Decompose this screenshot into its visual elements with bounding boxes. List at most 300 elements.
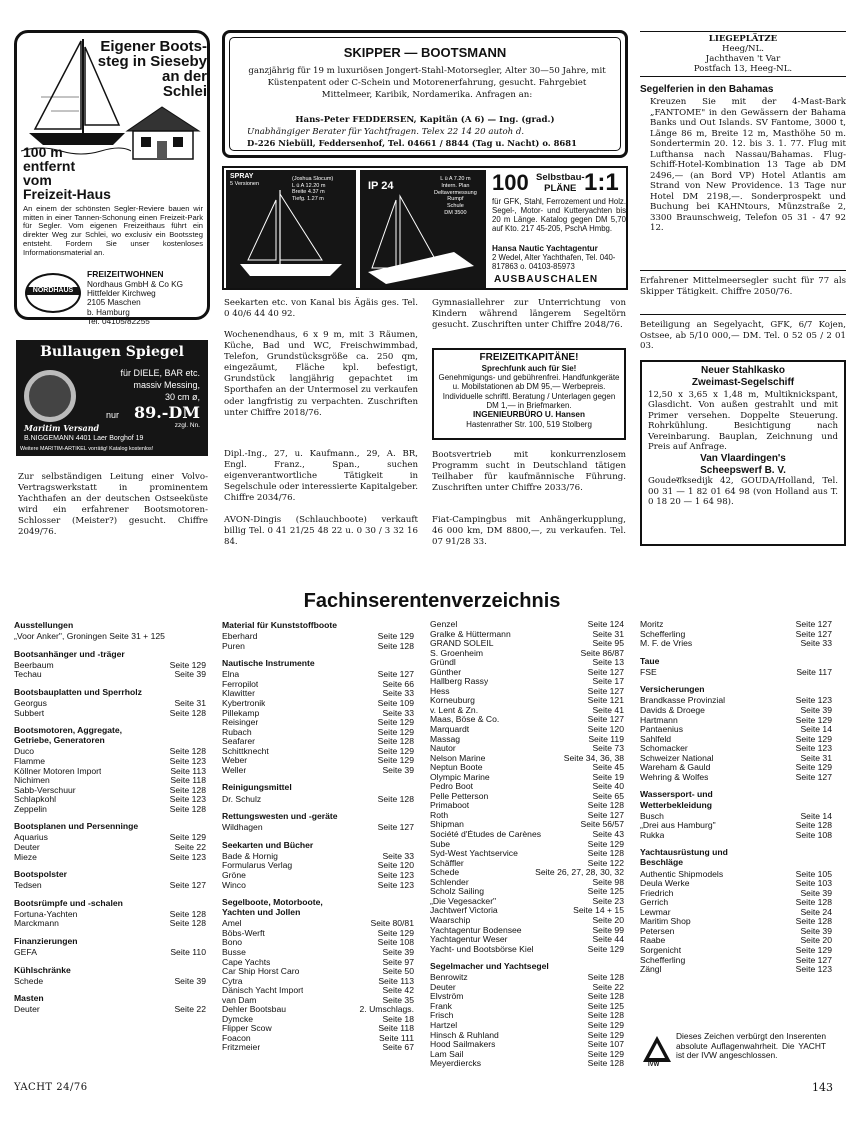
directory-entry-page: Seite 113 bbox=[378, 975, 414, 986]
directory-col-1 bbox=[14, 620, 206, 1015]
directory-entry-name: Deuter bbox=[14, 1005, 40, 1015]
directory-entry-page: Seite 128 bbox=[169, 803, 206, 814]
directory-entry-name: Formularus Verlag bbox=[222, 861, 293, 871]
ad-bootssteg bbox=[14, 30, 210, 326]
directory-entry-page: Seite 20 bbox=[800, 935, 832, 946]
directory-entry-name: Zeppelin bbox=[14, 804, 47, 814]
directory-entry bbox=[14, 805, 206, 815]
directory-entry-page: Seite 129 bbox=[795, 944, 832, 955]
directory-entry-name: Sahlfeld bbox=[640, 734, 672, 744]
directory-entry-page: Seite 128 bbox=[377, 793, 414, 804]
directory-entry-name: Davids & Droege bbox=[640, 706, 705, 716]
directory-entry-name: Cytra bbox=[222, 976, 243, 986]
directory-entry-name: Friedrich bbox=[640, 888, 674, 898]
directory-entry-name: Sorgenicht bbox=[640, 945, 682, 955]
directory-entry-page: Seite 35 bbox=[382, 994, 414, 1005]
directory-entry-page: Seite 45 bbox=[592, 762, 624, 773]
directory-entry-name: Marckmann bbox=[14, 919, 59, 929]
directory-entry-name: Wildhagen bbox=[222, 823, 263, 833]
directory-col-3 bbox=[430, 620, 624, 1069]
directory-entry-page: Seite 129 bbox=[377, 755, 414, 766]
directory-entry-page: Seite 128 bbox=[587, 991, 624, 1002]
ad-stahlkasko bbox=[640, 360, 846, 546]
plans-big-number: 100 bbox=[492, 170, 529, 195]
directory-entry-name: Cape Yachts bbox=[222, 957, 271, 967]
directory-entry-page: Seite 129 bbox=[795, 733, 832, 744]
directory-entry-name: Hood Sailmakers bbox=[430, 1040, 496, 1050]
directory-entry bbox=[14, 881, 206, 891]
directory-entry-name: Gralke & Hüttermann bbox=[430, 629, 511, 639]
directory-entry-page: Seite 50 bbox=[382, 966, 414, 977]
bullaugen-price-pre: nur bbox=[106, 410, 120, 420]
directory-entry-name: Winco bbox=[222, 880, 246, 890]
directory-entry-page: Seite 123 bbox=[795, 964, 832, 975]
skipper-sub: Unabhängiger Berater für Yachtfragen. Telex 22 14 20 autoh d. bbox=[247, 127, 525, 137]
skipper-title: SKIPPER — BOOTSMANN bbox=[343, 45, 507, 60]
directory-entry-name: Klawitter bbox=[222, 689, 255, 699]
directory-entry-name: Hallberg Rassy bbox=[430, 677, 489, 687]
directory-entry-name: Sabb-Verschuur bbox=[14, 785, 76, 795]
directory-entry-name: Brandkasse Provinzial bbox=[640, 696, 726, 706]
directory-entry-page: Seite 103 bbox=[795, 878, 832, 889]
directory-entry-name: Dymcke bbox=[222, 1014, 254, 1024]
bullaugen-title: Bullaugen Spiegel bbox=[40, 344, 184, 360]
directory-entry-name: Marquardt bbox=[430, 725, 470, 735]
directory-entry-name: Seafarer bbox=[222, 737, 255, 747]
directory-entry-page: Seite 129 bbox=[587, 1048, 624, 1059]
directory-entry-name: Schweizer National bbox=[640, 753, 714, 763]
directory-category-heading: Reinigungsmittel bbox=[222, 782, 292, 793]
directory-entry-name: Schefferling bbox=[640, 629, 686, 639]
directory-entry-name: Wehring & Wolfes bbox=[640, 772, 709, 782]
directory-entry-page: 2. Umschlags. bbox=[359, 1004, 414, 1015]
directory-entry-name: Roth bbox=[430, 810, 449, 820]
directory-entry-page: Seite 99 bbox=[592, 924, 624, 935]
directory-entry-name: „Drei aus Hamburg" bbox=[640, 821, 716, 831]
directory-entry-name: Rubach bbox=[222, 727, 252, 737]
ad-liegeplaetze bbox=[640, 31, 846, 77]
directory-entry-name: Gröne bbox=[222, 871, 246, 880]
bahamas-body: Kreuzen Sie mit der 4-Mast-Bark „FANTOME" in den Gewässern der Bahama Banks und Out Islands. SV Fantome, 3000 t, Länge 86 m, Breite 12 m, Masthöhe 50 m. Sondertermin 20. 12. bis 3. 1. 77. Flug mit Lufthansa nach Nassau/Bahamas. Flug-Schiff-Hotel-Kombination 13 Tage ab DM 2496,— (an Bord VP) Hotel Atlantis am Strand von New Providence. 13 Tage nur Hotel DM 2198,—. Sonderprospekt und Buchung bei KAHNtours, Münzstraße 2, 3300 Braunschweig, Telefon 05 31 - 47 92 12. bbox=[650, 97, 846, 233]
directory-entry-page: Seite 107 bbox=[587, 1039, 624, 1050]
directory-entry-page: Seite 31 bbox=[174, 698, 206, 709]
directory-entry-name: Weber bbox=[222, 756, 248, 766]
directory-entry-page: Seite 129 bbox=[795, 714, 832, 725]
directory-entry-page: Seite 22 bbox=[592, 981, 624, 992]
directory-entry-page: Seite 113 bbox=[170, 765, 206, 776]
directory-entry-page: Seite 33 bbox=[382, 688, 414, 699]
directory-entry-name: Elvström bbox=[430, 992, 464, 1002]
directory-entry-name: Schlender bbox=[430, 877, 469, 887]
directory-category-heading: Rettungswesten und -geräte bbox=[222, 811, 338, 822]
bullaugen-line3: 30 cm ø, bbox=[164, 392, 200, 402]
directory-entry-page: Seite 128 bbox=[795, 820, 832, 831]
directory-entry bbox=[640, 668, 832, 678]
directory-entry bbox=[14, 977, 206, 987]
directory-entry-page: Seite 18 bbox=[382, 1013, 414, 1024]
directory-entry-name: Nichimen bbox=[14, 776, 50, 786]
directory-entry-name: GEFA bbox=[14, 948, 37, 958]
directory-entry-page: Seite 128 bbox=[795, 897, 832, 908]
directory-entry-name: Böbs-Werft bbox=[222, 928, 265, 938]
directory-entry-page: Seite 22 bbox=[174, 841, 206, 852]
directory-entry-page: Seite 40 bbox=[592, 781, 624, 792]
bahamas-title: Segelferien in den Bahamas bbox=[640, 84, 774, 95]
ad-mittelmeer: Erfahrener Mittelmeersegler sucht für 77 als Skipper Tätigkeit. Chiffre 2050/76. bbox=[640, 276, 846, 297]
directory-category-heading: Bootsanhänger und -träger bbox=[14, 648, 125, 659]
plans-ratio: 1:1 bbox=[584, 169, 619, 196]
directory-entry bbox=[430, 1059, 624, 1069]
directory-entry-page: Seite 128 bbox=[795, 916, 832, 927]
directory-entry-page: Seite 127 bbox=[377, 822, 414, 833]
spray-versions: 5 Versionen bbox=[230, 181, 260, 187]
directory-entry-page: Seite 128 bbox=[169, 918, 206, 929]
bullaugen-address: B.NIGGEMANN 4401 Laer Borghof 19 bbox=[24, 435, 144, 442]
directory-entry-page: Seite 129 bbox=[377, 927, 414, 938]
ad-bootsvertrieb: Bootsvertrieb mit konkurrenzlosem Programm sucht in Deutschland tätigen Teilhaber für kaufmännische Führung. Zuschriften unter Chiffre 2033/76. bbox=[432, 450, 626, 493]
directory-entry-page: Seite 20 bbox=[592, 914, 624, 925]
directory-entry-name: Jachtwerf Victoria bbox=[430, 906, 498, 916]
directory-entry-page: Seite 129 bbox=[377, 717, 414, 728]
directory-entry-name: Günther bbox=[430, 667, 462, 677]
directory-entry-name: Schede bbox=[430, 868, 460, 878]
bullaugen-price-post: zzgl. Nn. bbox=[174, 422, 200, 429]
directory-entry-page: Seite 128 bbox=[377, 736, 414, 747]
directory-entry-name: Georgus bbox=[14, 699, 47, 709]
directory-entry-name: Deuter bbox=[14, 842, 40, 852]
directory-entry-name: Aquarius bbox=[14, 833, 48, 843]
directory-entry bbox=[640, 831, 832, 841]
directory-entry-name: Pantaenius bbox=[640, 725, 684, 735]
directory-entry-page: Seite 129 bbox=[587, 1029, 624, 1040]
nordhaus-logo: NORDHAUS bbox=[25, 273, 81, 313]
directory-entry-page: Seite 128 bbox=[587, 972, 624, 983]
directory-entry-page: Seite 128 bbox=[169, 784, 206, 795]
skipper-address: D-226 Niebüll, Feddersenhof, Tel. 04661 / 8844 (Tag u. Nacht) o. 8681 bbox=[247, 138, 577, 148]
fk-company: INGENIEURBÜRO U. Hansen bbox=[473, 410, 585, 420]
directory-entry-page: Seite 26, 27, 28, 30, 32 bbox=[535, 867, 624, 878]
directory-entry-name: Schäffler bbox=[430, 858, 464, 868]
directory-entry-name: „Voor Anker", Groningen Seite 31 + 125 bbox=[14, 632, 165, 642]
directory-entry-name: Foacon bbox=[222, 1033, 251, 1043]
ad-wochenendhaus: Wochenendhaus, 6 x 9 m, mit 3 Räumen, Küche, Bad und WC, Freischwimmbad, Telefon, Grundstücksgröße ca. 250 qm, eingezäumt, Fläche kpl. befestigt, Grundstück langjährig gepachtet im Sporthafen an der Untermosel zu verkaufen oder langfristig zu verpachten. Zuschriften unter Chiffre 2018/76. bbox=[224, 330, 418, 418]
directory-entry bbox=[222, 823, 414, 833]
boatsteg-headline: Eigener Boots- steg in Sieseby an der Schlei bbox=[97, 38, 207, 100]
directory-entry-page: Seite 129 bbox=[169, 832, 206, 843]
directory-entry-page: Seite 128 bbox=[587, 800, 624, 811]
directory-entry-name: Shipman bbox=[430, 820, 464, 830]
directory-entry bbox=[222, 795, 414, 805]
directory-entry-page: Seite 39 bbox=[174, 669, 206, 680]
directory-entry-name: Eberhard bbox=[222, 632, 258, 642]
directory-category-heading: Material für Kunststoffboote bbox=[222, 620, 338, 630]
directory-entry-name: Köllner Motoren Import bbox=[14, 766, 102, 776]
directory-entry-page: Seite 80/81 bbox=[370, 918, 414, 929]
porthole-icon bbox=[24, 370, 76, 422]
directory-category-heading: Versicherungen bbox=[640, 684, 705, 695]
stahlkasko-body: 12,50 x 3,65 x 1,48 m, Multiknickspant, Glasdicht. Von außen gestrahlt und mit Primer versehen. Doppelte Steuerung. Rohrkühlung. Besichtigung nach Vereinbarung. Bauplan, Zeichnung und Preis auf Anfrage. bbox=[648, 390, 838, 453]
directory-entry-page: Seite 120 bbox=[377, 860, 414, 871]
directory-entry-name: Hess bbox=[430, 686, 450, 696]
ivw-logo-text: IVW bbox=[648, 1062, 660, 1068]
directory-entry-name: Techau bbox=[14, 670, 42, 680]
directory-entry-name: Hartmann bbox=[640, 715, 678, 725]
directory-entry-name: Bade & Hornig bbox=[222, 851, 278, 861]
directory-entry-name: Maritim Shop bbox=[640, 917, 691, 927]
fk-sub: Sprechfunk auch für Sie! bbox=[481, 363, 577, 373]
directory-entry-page: Seite 129 bbox=[587, 1020, 624, 1031]
directory-entry-name: van Dam bbox=[222, 995, 257, 1005]
directory-entry-page: Seite 127 bbox=[795, 619, 832, 629]
directory-entry-name: Zängl bbox=[640, 965, 662, 975]
spray-label: SPRAY bbox=[230, 173, 254, 180]
directory-entry-page: Seite 108 bbox=[377, 937, 414, 948]
directory-entry-name: Deuter bbox=[430, 982, 456, 992]
directory-entry-name: Duco bbox=[14, 747, 35, 757]
directory-entry-page: Seite 129 bbox=[377, 631, 414, 642]
directory-entry-name: Ferropilot bbox=[222, 679, 259, 689]
stahlkasko-company: Van Vlaardingen's Scheepswerf B. V. bbox=[700, 453, 786, 476]
directory-entry-page: Seite 129 bbox=[795, 762, 832, 773]
directory-category-heading: Finanzierungen bbox=[14, 935, 78, 946]
ad-fiat: Fiat-Campingbus mit Anhängerkupplung, 46 000 km, DM 8800,—, zu verkaufen. Tel. 07 91/28 33. bbox=[432, 515, 626, 547]
directory-entry-name: Nelson Marine bbox=[430, 753, 486, 763]
directory-entry-page: Seite 23 bbox=[592, 895, 624, 906]
directory-entry bbox=[640, 773, 832, 783]
directory-entry-page: Seite 34, 36, 38 bbox=[563, 752, 624, 763]
fk-title: FREIZEITKAPITÄNE! bbox=[479, 352, 579, 363]
directory-entry-name: Kybertronik bbox=[222, 699, 266, 709]
directory-entry-page: Seite 127 bbox=[587, 809, 624, 820]
directory-entry-page: Seite 127 bbox=[587, 666, 624, 677]
directory-category-heading: Seekarten und Bücher bbox=[222, 839, 314, 850]
directory-entry-page: Seite 125 bbox=[587, 1000, 624, 1011]
directory-category-heading: Yachtausrüstung und Beschläge bbox=[640, 847, 728, 868]
directory-entry-page: Seite 128 bbox=[169, 908, 206, 919]
directory-entry-page: Seite 128 bbox=[169, 746, 206, 757]
directory-entry-page: Seite 109 bbox=[377, 698, 414, 709]
directory-entry-name: Frisch bbox=[430, 1011, 454, 1021]
directory-entry-name: Weller bbox=[222, 765, 247, 775]
directory-entry-page: Seite 105 bbox=[795, 868, 832, 879]
directory-entry-name: Lam Sail bbox=[430, 1049, 464, 1059]
directory-entry-page: Seite 122 bbox=[587, 857, 624, 868]
directory-entry-name: Korneuburg bbox=[430, 696, 475, 706]
stahlkasko-address: Goudeराksedijk 42, GOUDA/Holland, Tel. 00 31 — 1 82 01 64 98 (von Holland aus T. 0 18 20 — 1 64 98). bbox=[648, 476, 838, 508]
directory-entry-page: Seite 42 bbox=[382, 985, 414, 996]
directory-entry-name: Flamme bbox=[14, 756, 46, 766]
directory-category-heading: Bootsrümpfe und -schalen bbox=[14, 897, 123, 908]
directory-entry-name: „Die Vegesacker" bbox=[430, 896, 497, 906]
directory-entry bbox=[14, 853, 206, 863]
directory-entry-page: Seite 127 bbox=[795, 771, 832, 782]
liegeplaetze-line: Jachthaven 't Var bbox=[705, 54, 781, 65]
directory-entry-page: Seite 123 bbox=[169, 755, 206, 766]
directory-entry-page: Seite 127 bbox=[169, 880, 206, 891]
bullaugen-line2: massiv Messing, bbox=[133, 380, 200, 390]
directory-category-heading: Bootsplanen und Persenninge bbox=[14, 821, 139, 832]
directory-entry-name: Pelle Petterson bbox=[430, 791, 489, 801]
directory-entry-page: Seite 124 bbox=[587, 619, 624, 629]
ad-beteiligung: Beteiligung an Segelyacht, GFK, 6/7 Kojen, Ostsee, ab 5/10 000,— DM. Tel. 0 52 05 / 2 01 03. bbox=[640, 320, 846, 352]
directory-entry-name: Yacht- und Bootsbörse Kiel bbox=[430, 944, 534, 954]
directory-entry-page: Seite 125 bbox=[587, 886, 624, 897]
directory-entry-name: Amel bbox=[222, 919, 242, 929]
directory-entry bbox=[222, 766, 414, 776]
directory-entry-page: Seite 129 bbox=[169, 659, 206, 670]
directory-entry-page: Seite 86/87 bbox=[580, 647, 624, 658]
directory-entry-name: Hartzel bbox=[430, 1021, 458, 1031]
ip24-spec: L ü A 7.20 m Intern. Plan Deltavermessung Rumpf Schule DM 3500 bbox=[434, 176, 477, 216]
ad-plans bbox=[222, 166, 628, 290]
directory-entry-name: Flipper Scow bbox=[222, 1024, 272, 1034]
directory-entry-page: Seite 123 bbox=[377, 879, 414, 890]
directory-entry-name: Elna bbox=[222, 670, 240, 680]
directory-entry-name: S. Groenheim bbox=[430, 648, 484, 658]
directory-entry-name: Car Ship Horst Caro bbox=[222, 967, 300, 977]
directory-entry-page: Seite 56/57 bbox=[580, 819, 624, 830]
directory-entry-page: Seite 14 bbox=[800, 810, 832, 821]
directory-entry-page: Seite 123 bbox=[169, 851, 206, 862]
directory-category-heading: Bootsmotoren, Aggregate, Getriebe, Generatoren bbox=[14, 725, 123, 746]
boatsteg-body: An einem der schönsten Segler-Reviere bauen wir mitten in einer Tannen-Schonung einen Freizeit-Park für Segler. Vom eigenen Freizeithaus führt ein direkter Weg zur Schlei, wo exclusiv ein Bootssteg entsteht. Fordern Sie unser kostenloses Informationsmaterial an. bbox=[23, 204, 203, 257]
skipper-contact: Hans-Peter FEDDERSEN, Kapitän (A 6) — Ing. (grad.) bbox=[295, 115, 555, 125]
directory-entry-page: Seite 127 bbox=[795, 628, 832, 639]
directory-entry-page: Seite 110 bbox=[170, 947, 206, 958]
liegeplaetze-line: Postfach 13, Heeg-NL. bbox=[693, 64, 793, 75]
plans-footer: AUSBAUSCHALEN bbox=[494, 274, 599, 285]
directory-entry-name: M. F. de Vries bbox=[640, 639, 693, 649]
boatsteg-distance: 100 m entfernt vom Freizeit-Haus bbox=[23, 144, 111, 202]
directory-entry-name: Yachtagentur Bodensee bbox=[430, 925, 522, 935]
directory-entry-page: Seite 123 bbox=[795, 743, 832, 754]
directory-entry-page: Seite 129 bbox=[587, 838, 624, 849]
directory-entry-name: FSE bbox=[640, 667, 657, 677]
ivw-logo bbox=[642, 1034, 672, 1064]
bullaugen-footer: Weitere MARITIM-ARTIKEL vorrätig! Katalog kostenlos! bbox=[20, 446, 154, 452]
directory-entry-name: Société d'Études de Carènes bbox=[430, 830, 542, 840]
spray-image bbox=[226, 170, 356, 288]
directory-entry-name: Schefferling bbox=[640, 955, 686, 965]
ad-bullaugen bbox=[16, 340, 208, 456]
directory-entry-name: Syd-West Yachtservice bbox=[430, 849, 518, 859]
directory-entry-page: Seite 39 bbox=[382, 764, 414, 775]
directory-entry-page: Seite 73 bbox=[592, 743, 624, 754]
directory-entry-name: Nautor bbox=[430, 744, 456, 754]
directory-entry-page: Seite 67 bbox=[382, 1042, 414, 1053]
directory-entry-page: Seite 39 bbox=[800, 887, 832, 898]
directory-entry-page: Seite 65 bbox=[592, 790, 624, 801]
directory-entry-page: Seite 127 bbox=[795, 954, 832, 965]
directory-entry-name: Beerbaum bbox=[14, 660, 54, 670]
directory-entry-page: Seite 129 bbox=[377, 726, 414, 737]
bullaugen-line1: für DIELE, BAR etc. bbox=[120, 368, 200, 378]
directory-entry-page: Seite 39 bbox=[174, 975, 206, 986]
directory-entry-name: Yachtagentur Weser bbox=[430, 935, 508, 945]
directory-entry-page: Seite 121 bbox=[587, 695, 624, 706]
directory-entry bbox=[14, 919, 206, 929]
bullaugen-price: 89.-DM bbox=[133, 403, 200, 422]
directory-entry-name: Gründl bbox=[430, 658, 456, 668]
directory-entry-name: Deula Werke bbox=[640, 879, 690, 889]
directory-entry-page: Seite 128 bbox=[587, 1010, 624, 1021]
directory-entry-name: Wareham & Gauld bbox=[640, 763, 711, 773]
directory-entry-name: Dänisch Yacht Import bbox=[222, 986, 304, 996]
fk-address: Hastenrather Str. 100, 519 Stolberg bbox=[466, 419, 592, 429]
divider bbox=[640, 314, 846, 315]
directory-entry-name: Pedro Boot bbox=[430, 782, 473, 792]
directory-entry-page: Seite 108 bbox=[795, 829, 832, 840]
directory-entry-name: Massag bbox=[430, 734, 461, 744]
boatsteg-company: FREIZEITWOHNEN bbox=[87, 269, 164, 279]
directory-entry-page: Seite 127 bbox=[587, 685, 624, 696]
liegeplaetze-line: Heeg/NL. bbox=[721, 44, 765, 55]
directory-entry-name: Neptun Boote bbox=[430, 763, 483, 773]
directory-category-heading: Segelboote, Motorboote, Yachten und Jollen bbox=[222, 897, 323, 918]
directory-entry-page: Seite 128 bbox=[169, 707, 206, 718]
directory-entry-page: Seite 129 bbox=[587, 943, 624, 954]
directory-category-heading: Nautische Instrumente bbox=[222, 658, 315, 669]
directory-entry-name: Benrowitz bbox=[430, 973, 468, 983]
directory-entry bbox=[640, 639, 832, 649]
directory-entry-name: Authentic Shipmodels bbox=[640, 869, 724, 879]
directory-entry-page: Seite 129 bbox=[377, 745, 414, 756]
liegeplaetze-title: LIEGEPLÄTZE bbox=[708, 34, 778, 44]
directory-entry-page: Seite 39 bbox=[800, 925, 832, 936]
directory-entry-page: Seite 33 bbox=[382, 707, 414, 718]
directory-category-heading: Wassersport- und Wetterbekleidung bbox=[640, 789, 713, 810]
directory-entry-page: Seite 97 bbox=[382, 956, 414, 967]
directory-entry-page: Seite 111 bbox=[378, 1032, 414, 1043]
directory-entry-name: Fritzmeier bbox=[222, 1043, 261, 1053]
directory-entry-name: Puren bbox=[222, 641, 245, 651]
directory-entry-name: Primaboot bbox=[430, 801, 470, 811]
directory-entry-page: Seite 95 bbox=[592, 638, 624, 649]
directory-entry bbox=[430, 945, 624, 955]
directory-entry-name: Raabe bbox=[640, 936, 666, 946]
ad-avon: AVON-Dingis (Schlauchboote) verkauft billig Tel. 0 41 21/25 48 22 u. 0 30 / 3 32 16 84. bbox=[224, 515, 418, 547]
directory-category-heading: Bootsbauplatten und Sperrholz bbox=[14, 686, 142, 697]
directory-entry-name: Sube bbox=[430, 839, 451, 849]
directory-entry-name: Frank bbox=[430, 1001, 452, 1011]
directory-entry-page: Seite 14 + 15 bbox=[573, 905, 624, 916]
directory-title: Fachinserentenverzeichnis bbox=[303, 590, 561, 612]
directory-entry-name: Rukka bbox=[640, 830, 665, 840]
ad-freizeitkapitaene bbox=[432, 348, 626, 440]
directory-entry-page: Seite 128 bbox=[587, 1058, 624, 1069]
ivw-triangle-icon bbox=[642, 1034, 672, 1064]
directory-category-heading: Masten bbox=[14, 993, 44, 1004]
directory-entry-page: Seite 33 bbox=[382, 850, 414, 861]
directory-entry-name: Schittknecht bbox=[222, 746, 269, 756]
directory-entry bbox=[14, 632, 206, 642]
directory-entry-page: Seite 98 bbox=[592, 876, 624, 887]
directory-entry-page: Seite 14 bbox=[800, 724, 832, 735]
directory-entry-page: Seite 39 bbox=[800, 705, 832, 716]
stahlkasko-title: Neuer Stahlkasko Zweimast-Segelschiff bbox=[691, 365, 795, 388]
plans-address: 2 Wedel, Alter Yachthafen, Tel. 040-817863 o. 04103-85973 bbox=[492, 253, 616, 271]
directory-entry-name: Waarschip bbox=[430, 915, 471, 925]
directory-entry bbox=[222, 881, 414, 891]
directory-entry-page: Seite 123 bbox=[795, 695, 832, 706]
directory-entry-name: Busse bbox=[222, 948, 246, 958]
directory-entry-name: Tedsen bbox=[14, 881, 42, 891]
directory-entry bbox=[640, 965, 832, 975]
directory-entry-page: Seite 33 bbox=[800, 638, 832, 649]
directory-entry-name: Fortuna-Yachten bbox=[14, 909, 78, 919]
ad-skipper bbox=[222, 30, 628, 158]
directory-entry-name: Lewmar bbox=[640, 907, 671, 917]
